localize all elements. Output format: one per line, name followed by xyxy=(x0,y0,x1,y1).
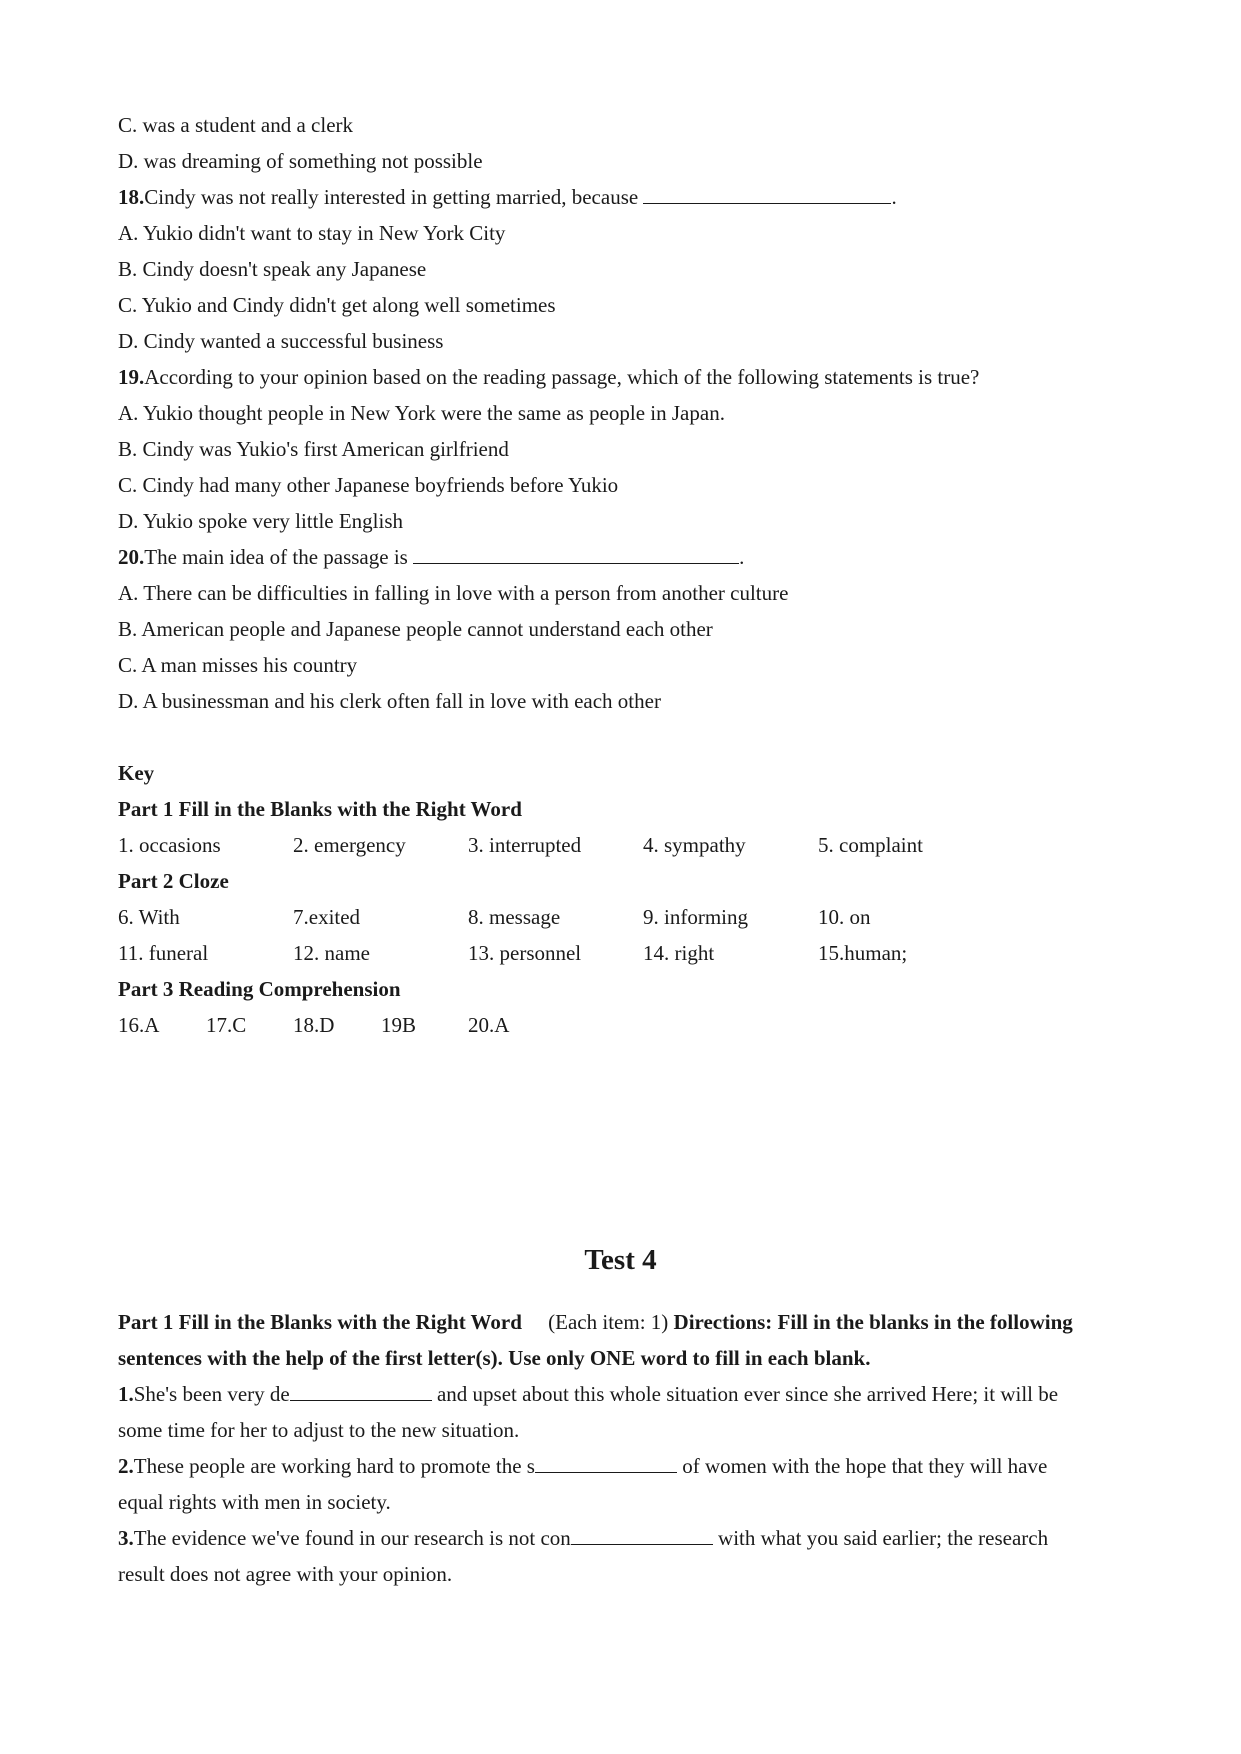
key-answer: 1. occasions xyxy=(118,833,221,857)
q19-number: 19. xyxy=(118,365,145,389)
q19-option-b: B. Cindy was Yukio's first American girlfriend xyxy=(118,437,509,461)
q18-option-a: A. Yukio didn't want to stay in New York City xyxy=(118,221,506,245)
key-answer: 10. on xyxy=(818,905,871,929)
t4-q2-text-before: These people are working hard to promote the s xyxy=(133,1454,535,1478)
t4-q1 xyxy=(118,1376,1123,1412)
t4-q3 xyxy=(118,1520,1123,1556)
key-answer: 18.D xyxy=(293,1013,335,1037)
q18-option-d: D. Cindy wanted a successful business xyxy=(118,329,444,353)
t4-q3-text-after: with what you said earlier; the research xyxy=(712,1526,1049,1550)
key-answer: 19B xyxy=(381,1013,417,1037)
t4-q2-number: 2. xyxy=(118,1454,134,1478)
t4-q1-blank xyxy=(290,1378,432,1401)
test-title: Test 4 xyxy=(584,1244,657,1276)
q19-text: According to your opinion based on the reading passage, which of the following statements is true? xyxy=(144,365,980,389)
key-answer: 2. emergency xyxy=(293,833,406,857)
t4-q2 xyxy=(118,1448,1123,1484)
t4-q3-blank xyxy=(571,1522,713,1545)
q20-text: The main idea of the passage is xyxy=(144,545,408,569)
q18-stem xyxy=(118,179,1123,215)
key-answer: 16.A xyxy=(118,1013,160,1037)
key-part2-answers-row2 xyxy=(118,935,1123,971)
key-answer: 17.C xyxy=(206,1013,247,1037)
q20-option-a: A. There can be difficulties in falling in love with a person from another culture xyxy=(118,581,789,605)
q19-option-a: A. Yukio thought people in New York were the same as people in Japan. xyxy=(118,401,725,425)
key-part2-title: Part 2 Cloze xyxy=(118,869,229,893)
q18-number: 18. xyxy=(118,185,145,209)
key-answer: 12. name xyxy=(293,941,370,965)
key-answer: 8. message xyxy=(468,905,561,929)
q18-answer-blank xyxy=(643,181,891,204)
t4-q1-number: 1. xyxy=(118,1382,134,1406)
t4-q3-text-before: The evidence we've found in our research is not con xyxy=(133,1526,571,1550)
q20-number: 20. xyxy=(118,545,145,569)
q19-stem xyxy=(118,359,1123,395)
q18-option-c: C. Yukio and Cindy didn't get along well sometimes xyxy=(118,293,556,317)
key-answer: 6. With xyxy=(118,905,180,929)
q17-option-c: C. was a student and a clerk xyxy=(118,113,354,137)
q20-stem xyxy=(118,539,1123,575)
key-answer: 13. personnel xyxy=(468,941,582,965)
t4-q3-number: 3. xyxy=(118,1526,134,1550)
key-answer: 20.A xyxy=(468,1013,510,1037)
key-part3-answers xyxy=(118,1007,1123,1043)
t4-q1-text-before: She's been very de xyxy=(133,1382,290,1406)
part1-each-item: (Each item: 1) xyxy=(548,1310,669,1334)
key-title: Key xyxy=(118,761,155,785)
t4-q2-text-after: of women with the hope that they will have xyxy=(676,1454,1048,1478)
t4-q2-continued: equal rights with men in society. xyxy=(118,1490,391,1514)
q20-end: . xyxy=(739,545,745,569)
t4-q2-blank xyxy=(535,1450,677,1473)
key-answer: 5. complaint xyxy=(818,833,923,857)
q18-option-b: B. Cindy doesn't speak any Japanese xyxy=(118,257,427,281)
key-part3-title: Part 3 Reading Comprehension xyxy=(118,977,401,1001)
q18-end: . xyxy=(891,185,897,209)
q19-option-d: D. Yukio spoke very little English xyxy=(118,509,404,533)
key-answer: 4. sympathy xyxy=(643,833,746,857)
key-answer: 14. right xyxy=(643,941,715,965)
part1-heading: Part 1 Fill in the Blanks with the Right Word xyxy=(118,1310,522,1334)
key-answer: 15.human; xyxy=(818,941,908,965)
document-page xyxy=(118,107,1123,1592)
key-part2-answers-row1 xyxy=(118,899,1123,935)
q19-option-c: C. Cindy had many other Japanese boyfriends before Yukio xyxy=(118,473,619,497)
q20-option-c: C. A man misses his country xyxy=(118,653,358,677)
q20-option-b: B. American people and Japanese people cannot understand each other xyxy=(118,617,713,641)
q18-text: Cindy was not really interested in getting married, because xyxy=(144,185,639,209)
key-answer: 7.exited xyxy=(293,905,361,929)
q17-option-d: D. was dreaming of something not possible xyxy=(118,149,483,173)
key-answer: 3. interrupted xyxy=(468,833,582,857)
q20-option-d: D. A businessman and his clerk often fall in love with each other xyxy=(118,689,661,713)
t4-q1-text-after: and upset about this whole situation ever since she arrived Here; it will be xyxy=(431,1382,1059,1406)
t4-q3-continued: result does not agree with your opinion. xyxy=(118,1562,453,1586)
key-answer: 9. informing xyxy=(643,905,748,929)
t4-q1-continued: some time for her to adjust to the new situation. xyxy=(118,1418,520,1442)
key-part1-title: Part 1 Fill in the Blanks with the Right Word xyxy=(118,797,522,821)
part1-instructions xyxy=(118,1304,1123,1376)
key-answer: 11. funeral xyxy=(118,941,209,965)
part1-directions: Directions: Fill in the blanks in the following sentences with the help of the first letter(s). Use only ONE word to fill in each blank. xyxy=(118,1310,1073,1370)
q20-answer-blank xyxy=(413,541,739,564)
key-part1-answers xyxy=(118,827,1123,863)
